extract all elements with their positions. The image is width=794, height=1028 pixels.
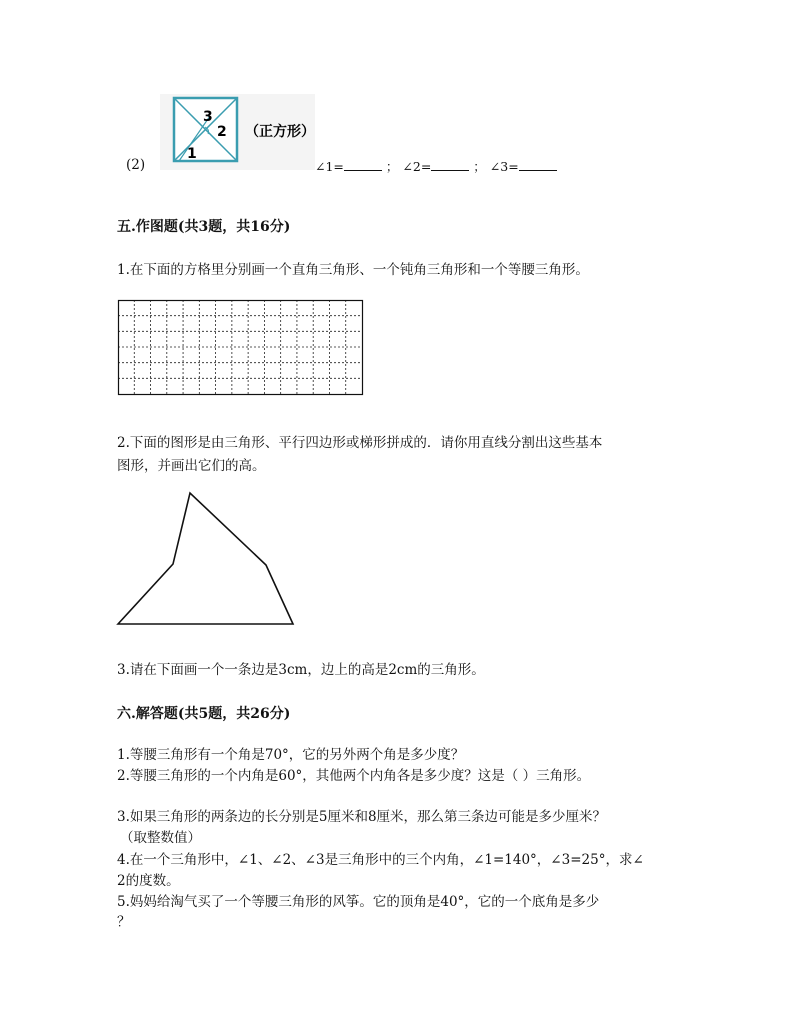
section6-title: 六.解答题(共5题，共26分) (117, 706, 291, 722)
figure-digit-1: 1 (187, 146, 197, 162)
section6-q5-line1: 5.妈妈给淘气买了一个等腰三角形的风筝。它的顶角是40°，它的一个底角是多少 (117, 894, 600, 910)
angle3-blank[interactable] (519, 158, 557, 171)
angle2-blank[interactable] (431, 158, 469, 171)
section5-q3: 3.请在下面画一个一条边是3cm，边上的高是2cm的三角形。 (117, 662, 485, 678)
separator: ； (385, 159, 399, 174)
drawing-grid[interactable] (118, 300, 363, 396)
question-label: (2) (126, 157, 146, 173)
angle1-label: ∠1= (315, 159, 344, 174)
section5-title: 五.作图题(共3题，共16分) (117, 219, 291, 235)
section5-q1: 1.在下面的方格里分别画一个直角三角形、一个钝角三角形和一个等腰三角形。 (117, 262, 589, 278)
square-figure (160, 94, 315, 170)
section6-q3-line1: 3.如果三角形的两条边的长分别是5厘米和8厘米，那么第三条边可能是多少厘米？ (117, 809, 607, 825)
composite-polygon (110, 485, 310, 635)
angle-answers (315, 158, 557, 176)
angle2-label: ∠2= (402, 159, 432, 174)
section5-q2-line2: 图形，并画出它们的高。 (117, 458, 266, 474)
section6-q1: 1.等腰三角形有一个角是70°，它的另外两个角是多少度？ (117, 747, 465, 763)
angle1-blank[interactable] (344, 158, 382, 171)
separator: ； (473, 159, 486, 174)
section5-q2-line1: 2.下面的图形是由三角形、平行四边形或梯形拼成的．请你用直线分割出这些基本 (117, 435, 603, 451)
section6-q5-line2: ？ (117, 914, 131, 930)
section6-q4-line2: 2的度数。 (117, 873, 180, 889)
angle3-label: ∠3= (489, 159, 519, 174)
figure-note: （正方形） (245, 124, 315, 140)
section6-q3-line2: （取整数值） (120, 830, 201, 846)
figure-digit-3: 3 (203, 109, 213, 125)
figure-digit-2: 2 (217, 124, 227, 140)
section6-q2: 2.等腰三角形的一个内角是60°，其他两个内角各是多少度？这是（ ）三角形。 (117, 768, 591, 784)
grid-border (119, 301, 363, 395)
section6-q4-line1: 4.在一个三角形中，∠1、∠2、∠3是三角形中的三个内角，∠1=140°，∠3=25°，求∠ (117, 852, 644, 868)
